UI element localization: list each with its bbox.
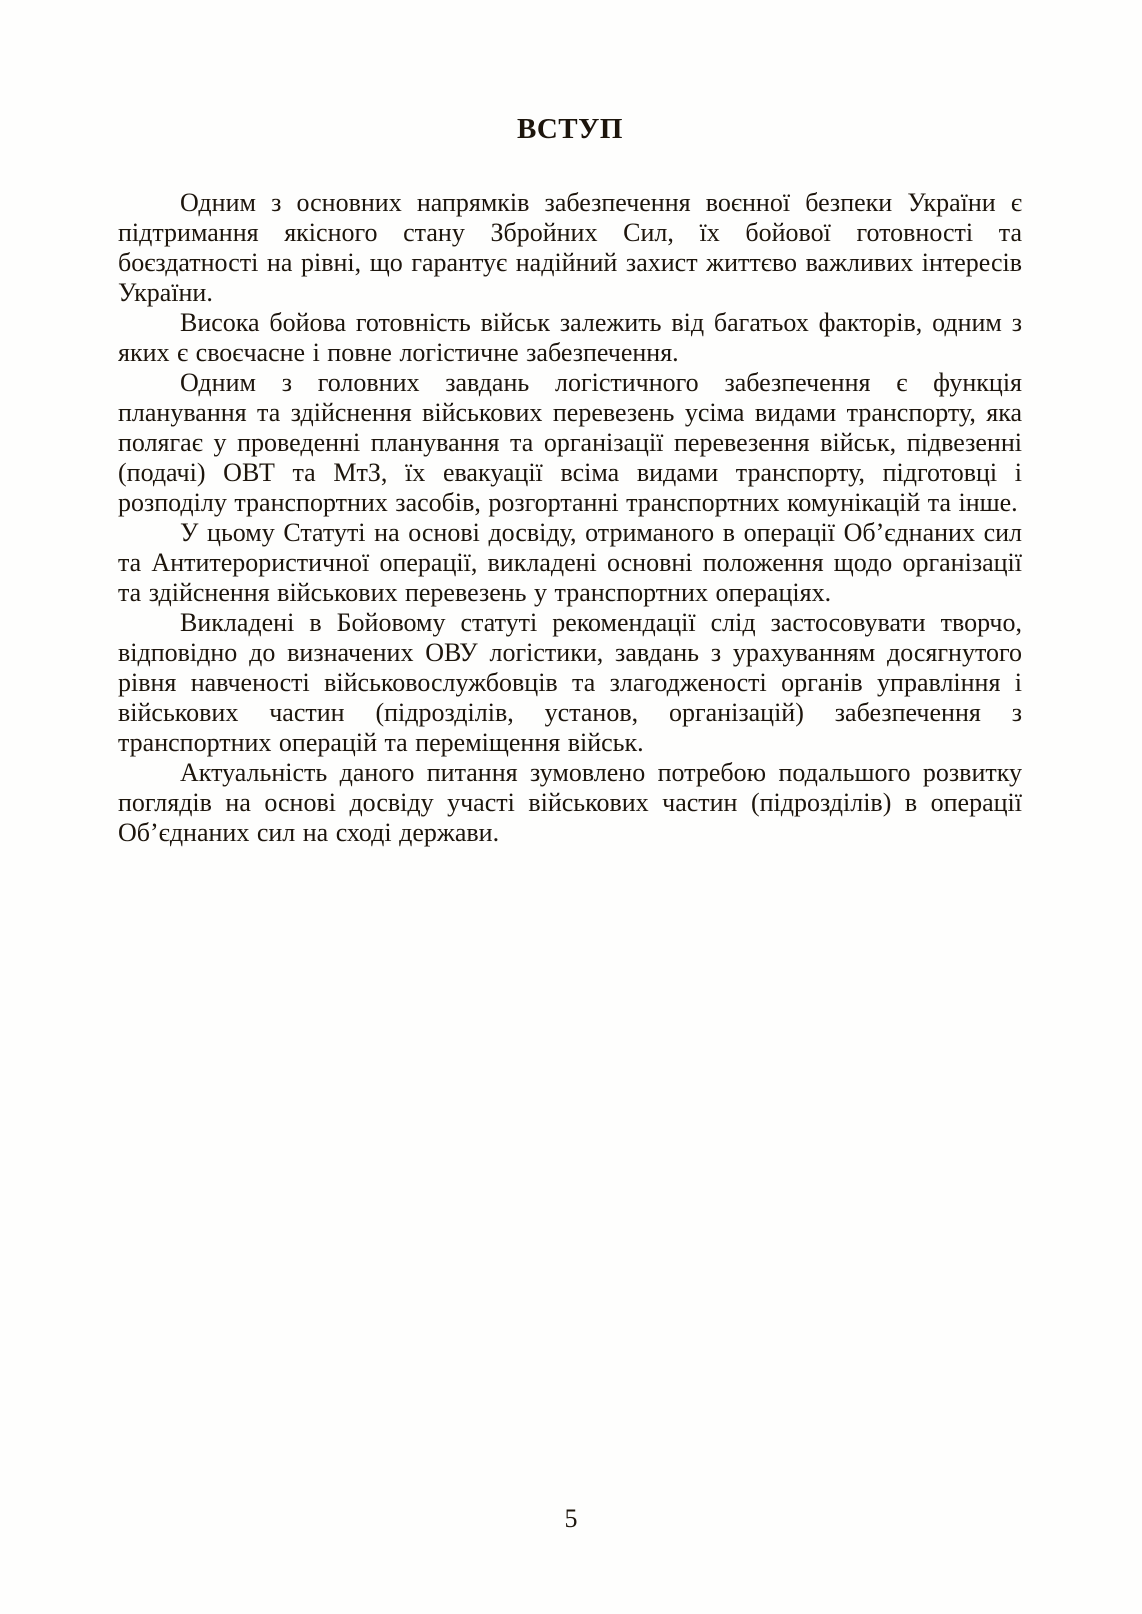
intro-paragraph-2: Висока бойова готовність військ залежить від багатьох факторів, одним з яких є своєчасне і повне логістичне забезпечення.: [118, 308, 1022, 367]
page-title: ВСТУП: [517, 113, 623, 145]
intro-paragraph-3: Одним з головних завдань логістичного забезпечення є функція планування та здійснення військових перевезень усіма видами транспорту, яка полягає у проведенні планування та організації перевезення військ, підвезенні (подачі) ОВТ та МтЗ, їх евакуації всіма видами транспорту, підготовці і розподілу транспортних засобів, розгортанні транспортних комунікацій та інше.: [118, 368, 1022, 517]
intro-paragraph-1: Одним з основних напрямків забезпечення воєнної безпеки України є підтримання якісного стану Збройних Сил, їх бойової готовності та боєздатності на рівні, що гарантує надійний захист життєво важливих інтересів України.: [118, 188, 1022, 307]
intro-paragraph-4: У цьому Статуті на основі досвіду, отриманого в операції Об’єднаних сил та Антитерористичної операції, викладені основні положення щодо організації та здійснення військових перевезень у транспортних операціях.: [118, 518, 1022, 607]
intro-paragraph-5: Викладені в Бойовому статуті рекомендації слід застосовувати творчо, відповідно до визначених ОВУ логістики, завдань з урахуванням досягнутого рівня навченості військовослужбовців та злагодженості органів управління і військових частин (підрозділів, установ, організацій) забезпечення з транспортних операцій та переміщення військ.: [118, 608, 1022, 757]
text-block: [118, 112, 1022, 848]
page-number: 5: [564, 1504, 578, 1533]
intro-paragraph-6: Актуальність даного питання зумовлено потребою подальшого розвитку поглядів на основі досвіду участі військових частин (підрозділів) в операції Об’єднаних сил на сході держави.: [118, 758, 1022, 847]
